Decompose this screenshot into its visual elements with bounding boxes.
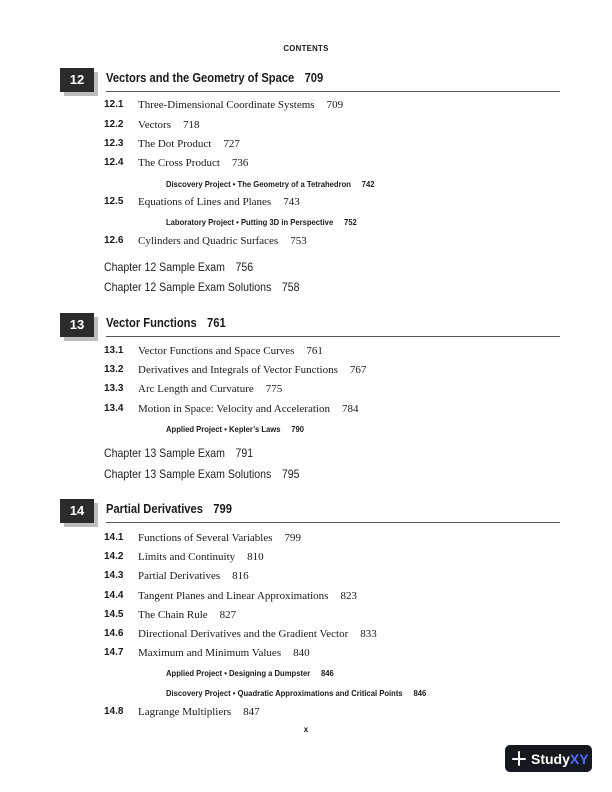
section-title-text: Vectors <box>138 119 171 131</box>
section-number: 13.4 <box>104 403 124 414</box>
section-title <box>138 235 307 247</box>
section-title <box>138 364 366 376</box>
page-number-footer: x <box>303 725 309 734</box>
project-label: Discovery Project • The Geometry of a Tetrahedron <box>166 179 351 189</box>
section-title <box>138 590 357 602</box>
section-title <box>138 647 310 659</box>
project-label: Applied Project • Kepler’s Laws <box>166 424 281 434</box>
section-number: 12.2 <box>104 119 124 130</box>
section-page: 784 <box>341 403 359 415</box>
exam-label: Chapter 12 Sample Exam Solutions <box>104 280 272 294</box>
project-page: 790 <box>291 424 305 434</box>
section-title-text: Three-Dimensional Coordinate Systems <box>138 99 315 111</box>
section-title <box>138 532 301 544</box>
section-page: 743 <box>283 196 300 208</box>
section-page: 823 <box>340 590 357 602</box>
section-title-text: Derivatives and Integrals of Vector Functions <box>138 364 338 376</box>
chapter-title-text: Vectors and the Geometry of Space <box>106 70 295 85</box>
section-title-text: Directional Derivatives and the Gradient Vector <box>138 628 349 640</box>
section-title-text: Lagrange Multipliers <box>138 706 232 718</box>
section-number: 14.6 <box>104 628 124 639</box>
exam-page: 791 <box>235 446 254 460</box>
badge-text-accent: XY <box>569 750 589 767</box>
section-title-text: Limits and Continuity <box>138 551 236 563</box>
project-entry-12-b[interactable] <box>166 217 357 227</box>
exam-page: 756 <box>235 260 254 274</box>
chapter-page: 761 <box>207 315 226 330</box>
exam-label: Chapter 12 Sample Exam <box>104 260 225 274</box>
exam-label: Chapter 13 Sample Exam <box>104 446 225 460</box>
section-page: 718 <box>183 119 200 131</box>
project-entry-13-a[interactable] <box>166 424 304 434</box>
chapter-rule <box>106 91 560 92</box>
project-label: Laboratory Project • Putting 3D in Perspective <box>166 217 334 227</box>
section-page: 727 <box>223 138 240 150</box>
project-page: 742 <box>361 179 375 189</box>
exam-label: Chapter 13 Sample Exam Solutions <box>104 467 272 481</box>
chapter-14-heading[interactable] <box>60 499 560 523</box>
chapter-number: 13 <box>60 313 94 337</box>
project-page: 752 <box>344 217 357 227</box>
chapter-13-heading[interactable] <box>60 313 560 337</box>
section-page: 827 <box>219 609 237 621</box>
chapter-title <box>106 501 496 516</box>
section-number: 12.5 <box>104 196 124 207</box>
section-title <box>138 570 249 582</box>
page-header: CONTENTS <box>283 43 329 53</box>
section-title <box>138 157 248 169</box>
section-title <box>138 551 264 563</box>
chapter-rule <box>106 522 560 523</box>
project-entry-14-a[interactable] <box>166 668 334 678</box>
exam-page: 795 <box>281 467 300 481</box>
section-number: 12.6 <box>104 235 124 246</box>
section-title-text: Equations of Lines and Planes <box>138 196 272 208</box>
section-title <box>138 628 377 640</box>
chapter-number: 14 <box>60 499 94 523</box>
section-page: 767 <box>349 364 367 376</box>
project-label: Discovery Project • Quadratic Approximations and Critical Points <box>166 688 403 698</box>
chapter-title <box>106 70 496 85</box>
project-page: 846 <box>321 668 334 678</box>
section-title-text: Vector Functions and Space Curves <box>138 345 295 357</box>
chapter-title <box>106 315 496 330</box>
exam-entry-12-b[interactable] <box>104 280 299 294</box>
chapter-12-heading[interactable] <box>60 68 560 92</box>
section-page: 736 <box>231 157 249 169</box>
section-title-text: The Chain Rule <box>138 609 208 621</box>
project-entry-12-a[interactable] <box>166 179 374 189</box>
section-number: 14.7 <box>104 647 124 658</box>
chapter-page: 799 <box>213 501 232 516</box>
plus-icon <box>509 745 531 772</box>
chapter-title-text: Vector Functions <box>106 315 197 330</box>
section-number: 14.4 <box>104 590 124 601</box>
project-entry-14-b[interactable] <box>166 688 426 698</box>
section-title-text: The Dot Product <box>138 138 212 150</box>
section-title <box>138 609 236 621</box>
chapter-rule <box>106 336 560 337</box>
exam-entry-13-b[interactable] <box>104 467 299 481</box>
section-page: 709 <box>326 99 344 111</box>
studyxy-badge[interactable] <box>505 745 592 772</box>
chapter-title-text: Partial Derivatives <box>106 501 203 516</box>
section-number: 14.1 <box>104 532 124 543</box>
section-number: 12.4 <box>104 157 124 168</box>
exam-entry-13-a[interactable] <box>104 446 253 460</box>
section-page: 816 <box>232 570 249 582</box>
section-title <box>138 119 200 131</box>
section-number: 14.2 <box>104 551 124 562</box>
section-title-text: Cylinders and Quadric Surfaces <box>138 235 279 247</box>
section-number: 13.1 <box>104 345 124 356</box>
section-number: 12.3 <box>104 138 124 149</box>
section-title-text: Tangent Planes and Linear Approximations <box>138 590 329 602</box>
section-number: 14.5 <box>104 609 124 620</box>
section-title <box>138 138 240 150</box>
exam-page: 758 <box>281 280 300 294</box>
section-title-text: The Cross Product <box>138 157 220 169</box>
section-number: 13.2 <box>104 364 124 375</box>
section-title <box>138 383 282 395</box>
section-title-text: Arc Length and Curvature <box>138 383 254 395</box>
section-title <box>138 706 260 718</box>
project-label: Applied Project • Designing a Dumpster <box>166 668 311 678</box>
section-title-text: Functions of Several Variables <box>138 532 273 544</box>
section-page: 799 <box>284 532 302 544</box>
section-title <box>138 196 300 208</box>
badge-text-main: Study <box>531 750 570 767</box>
project-page: 846 <box>413 688 427 698</box>
section-page: 840 <box>293 647 310 659</box>
section-page: 810 <box>247 551 264 563</box>
section-page: 833 <box>360 628 377 640</box>
section-number: 14.8 <box>104 706 124 717</box>
section-title-text: Partial Derivatives <box>138 570 221 582</box>
exam-entry-12-a[interactable] <box>104 260 253 274</box>
section-page: 775 <box>265 383 283 395</box>
section-page: 753 <box>290 235 307 247</box>
section-number: 12.1 <box>104 99 124 110</box>
section-title-text: Maximum and Minimum Values <box>138 647 282 659</box>
chapter-number: 12 <box>60 68 94 92</box>
section-number: 14.3 <box>104 570 124 581</box>
section-page: 847 <box>243 706 260 718</box>
chapter-page: 709 <box>304 70 324 85</box>
section-title-text: Motion in Space: Velocity and Acceleration <box>138 403 330 415</box>
section-number: 13.3 <box>104 383 124 394</box>
section-title <box>138 99 343 111</box>
section-title <box>138 345 323 357</box>
section-page: 761 <box>306 345 323 357</box>
section-title <box>138 403 358 415</box>
